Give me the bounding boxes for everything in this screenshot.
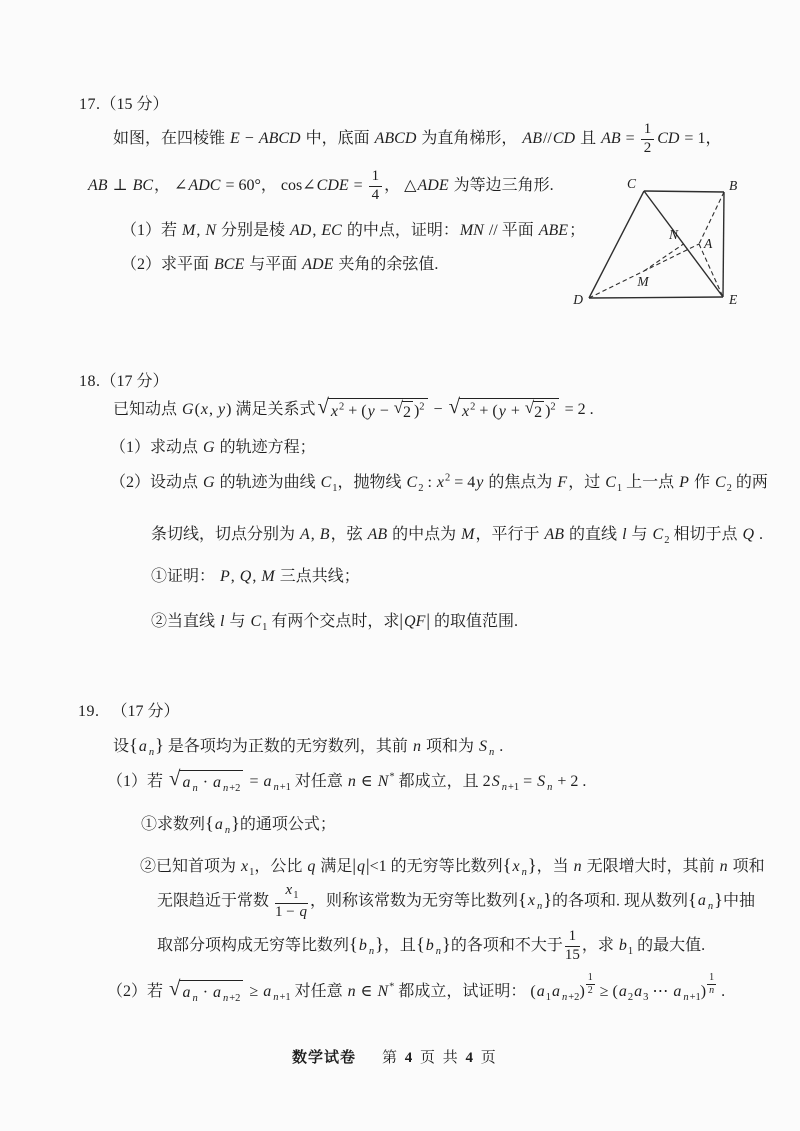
vertex-label-b: B <box>729 178 738 193</box>
problem-19-sub-2-cont-1: 无限趋近于常数 $\frac{x_1}{1 - q}$ ，则称该常数为无穷等比数列{x $_n$}的各项和. 现从数列{a $_n$}中抽 <box>157 882 755 920</box>
problem-18-part-1: （1）求动点 G 的轨迹方程； <box>110 439 316 456</box>
page-footer <box>292 1046 498 1067</box>
problem-19-header <box>78 701 180 723</box>
problem-17-header <box>79 94 169 116</box>
vertex-label-m: M <box>637 274 649 289</box>
vertex-label-c: C <box>626 176 636 191</box>
problem-17-line-1: 如图，在四棱锥 E − ABCD 中，底面 ABCD 为直角梯形， AB//CD 且 AB = $\frac{1}{2}$ CD = 1， <box>113 121 722 156</box>
problem-19-sub-1: ①求数列{a $_n$}的通项公式； <box>141 813 336 837</box>
problem-points: （15 分） <box>100 96 169 113</box>
problem-18-part-2: （2）设动点 G 的轨迹为曲线 $C_1$，抛物线 $C_2$ : $x^2 = 4y$ 的焦点为 F，过 $C_1$ 上一点 P 作 $C_2$ 的两 <box>110 472 768 495</box>
problem-18-sub-1: ①证明： P, Q, M 三点共线； <box>151 568 360 585</box>
problem-17-line-2: AB ⊥ BC， ∠ADC = 60°， cos∠CDE = $\frac{1}{4}$ ， △ADE 为等边三角形. <box>88 168 554 203</box>
vertex-label-e: E <box>729 292 738 307</box>
problem-points: （17 分） <box>111 703 180 720</box>
problem-18-line-1: 已知动点 G(x, y) 满足关系式 √ $x^2 + (y$ − √ 2 )$^2$ − √ $x^2 + (y$ + √ 2 )$^2$ = 2 . <box>113 395 594 421</box>
problem-number: 17. <box>79 96 101 113</box>
problem-18-part-2-cont: 条切线，切点分别为 A, B，弦 AB 的中点为 M，平行于 AB 的直线 l 与 $C_2$ 相切于点 Q . <box>151 526 764 547</box>
problem-number: 18. <box>79 373 101 390</box>
footer-pagination: 第 4 页 共 4 页 <box>382 1050 498 1066</box>
problem-17-part-2: （2）求平面 BCE 与平面 ADE 夹角的余弦值. <box>121 256 439 273</box>
problem-18-sub-2: ②当直线 l 与 $C_1$ 有两个交点时，求|QF| 的取值范围. <box>151 610 518 634</box>
problem-19-part-1: （1）若 √ a $_n$ · a $_{n+2}$ = a $_{n+1}$ 对任意 n ∈ N* 都成立，且 2S $_{n+1}$ = S $_n$ + 2 . <box>107 767 587 795</box>
problem-19-part-2: （2）若 √ a $_n$ · a $_{n+2}$ ≥ a $_{n+1}$ 对任意 n ∈ N* 都成立，试证明： ($a_1a$ $_{n+2}$) $^{\frac{1}{2}}$ ≥ ($a_2a_3$ ⋯ a $_{n+1}$) $^{\frac{1}{n}}$ . <box>107 972 726 1005</box>
vertex-label-d: D <box>573 292 583 307</box>
footer-doc-title: 数学试卷 <box>292 1050 357 1066</box>
problem-17-part-1: （1）若 M, N 分别是棱 AD, EC 的中点，证明：MN // 平面 ABE； <box>121 222 586 239</box>
problem-18-header <box>79 371 169 393</box>
problem-19-sub-2: ②已知首项为 $x_1$，公比 q 满足|q|<1 的无穷等比数列{x $_n$}，当 n 无限增大时，其前 n 项和 <box>140 855 765 879</box>
problem-19-sub-2-cont-2: 取部分项构成无穷等比数列{b $_n$}，且{b $_n$}的各项和不大于 $\frac{1}{15}$ ，求 $b_1$ 的最大值. <box>157 928 706 963</box>
problem-number: 19. <box>78 703 100 720</box>
vertex-label-n: N <box>668 227 678 242</box>
problem-points: （17 分） <box>100 373 169 390</box>
pyramid-figure <box>570 170 770 320</box>
problem-19-line-1: 设{a $_n$} 是各项均为正数的无穷数列，其前 n 项和为 S $_n$ . <box>113 735 504 759</box>
vertex-label-a: A <box>704 236 713 251</box>
